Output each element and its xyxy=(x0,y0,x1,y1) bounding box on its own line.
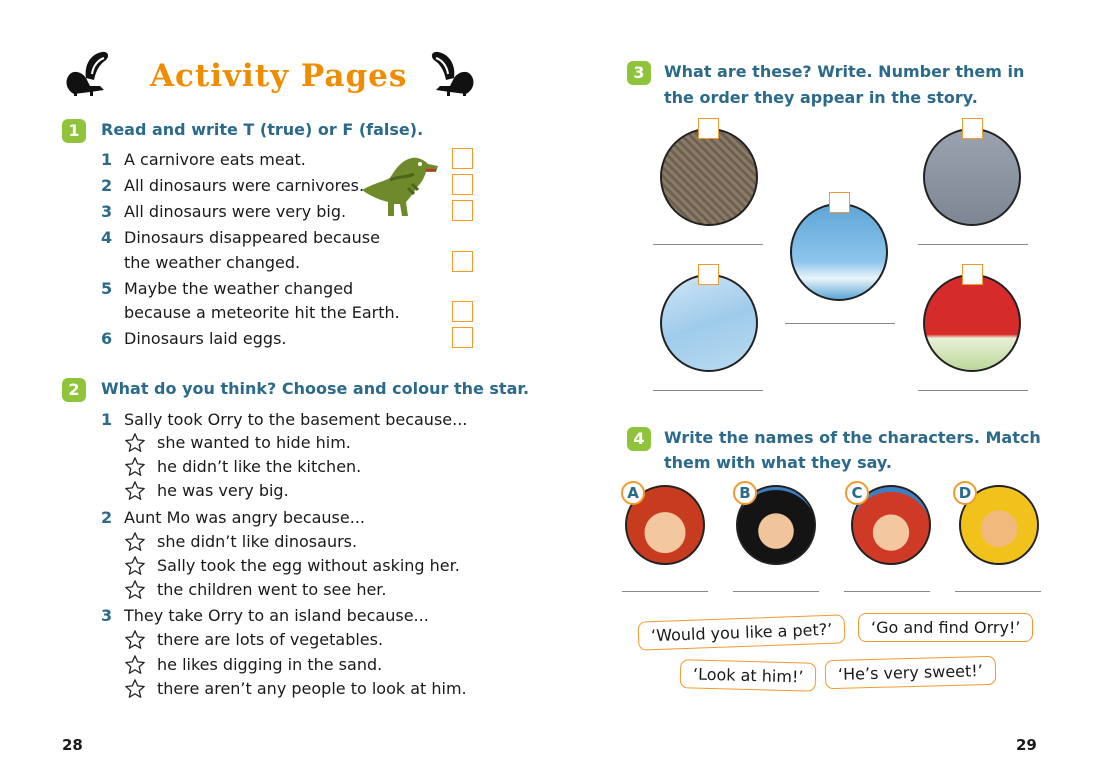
star-icon[interactable] xyxy=(124,531,146,553)
skunk-icon xyxy=(428,50,480,96)
option-text: he likes digging in the sand. xyxy=(157,655,383,674)
answer-line[interactable] xyxy=(733,591,819,592)
picture-grey-surface xyxy=(923,128,1021,226)
answer-box[interactable] xyxy=(452,148,473,169)
item-number: 6 xyxy=(101,329,113,348)
question-text: Sally took Orry to the basement because... xyxy=(124,410,468,429)
section-heading: What do you think? Choose and colour the star. xyxy=(101,379,530,398)
answer-box[interactable] xyxy=(452,200,473,221)
question-text: Aunt Mo was angry because... xyxy=(124,508,365,527)
section-heading: the order they appear in the story. xyxy=(664,88,978,107)
answer-line[interactable] xyxy=(653,244,763,245)
picture-rock xyxy=(660,128,758,226)
number-box[interactable] xyxy=(962,118,983,139)
answer-line[interactable] xyxy=(622,591,708,592)
page-number: 28 xyxy=(62,736,83,754)
option-text: he was very big. xyxy=(157,481,289,500)
item-number: 2 xyxy=(101,176,113,195)
star-icon[interactable] xyxy=(124,579,146,601)
number-box[interactable] xyxy=(829,192,850,213)
option-text: there aren’t any people to look at him. xyxy=(157,679,467,698)
star-icon[interactable] xyxy=(124,432,146,454)
statement-text: A carnivore eats meat. xyxy=(124,150,306,169)
page-number: 29 xyxy=(1016,736,1037,754)
number-box[interactable] xyxy=(698,118,719,139)
section-heading: Read and write T (true) or F (false). xyxy=(101,120,424,139)
answer-box[interactable] xyxy=(452,251,473,272)
option-text: Sally took the egg without asking her. xyxy=(157,556,460,575)
option-text: there are lots of vegetables. xyxy=(157,630,384,649)
picture-water xyxy=(660,274,758,372)
option-text: the children went to see her. xyxy=(157,580,387,599)
star-icon[interactable] xyxy=(124,629,146,651)
answer-box[interactable] xyxy=(452,327,473,348)
statement-text: Maybe the weather changed xyxy=(124,279,354,298)
answer-line[interactable] xyxy=(955,591,1041,592)
answer-line[interactable] xyxy=(918,244,1028,245)
number-box[interactable] xyxy=(962,264,983,285)
skunk-icon xyxy=(60,50,112,96)
picture-sky xyxy=(790,203,888,301)
question-number: 1 xyxy=(101,410,113,429)
statement-text: Dinosaurs laid eggs. xyxy=(124,329,287,348)
character-label: B xyxy=(733,481,757,505)
dinosaur-illustration xyxy=(358,148,442,220)
item-number: 1 xyxy=(101,150,113,169)
item-number: 5 xyxy=(101,279,113,298)
section-heading: them with what they say. xyxy=(664,453,892,472)
quote-bubble[interactable]: ‘Would you like a pet?’ xyxy=(638,614,846,650)
statement-text: Dinosaurs disappeared because xyxy=(124,228,380,247)
star-icon[interactable] xyxy=(124,456,146,478)
quote-bubble[interactable]: ‘He’s very sweet!’ xyxy=(825,656,996,689)
section-heading: Write the names of the characters. Match xyxy=(664,428,1041,447)
statement-text: because a meteorite hit the Earth. xyxy=(124,303,400,322)
section-number-badge: 4 xyxy=(627,427,651,451)
character-label: A xyxy=(621,481,645,505)
star-icon[interactable] xyxy=(124,678,146,700)
page-title: Activity Pages xyxy=(150,58,408,94)
answer-line[interactable] xyxy=(785,323,895,324)
answer-line[interactable] xyxy=(653,390,763,391)
section-number-badge: 3 xyxy=(627,61,651,85)
option-text: she wanted to hide him. xyxy=(157,433,351,452)
character-label: D xyxy=(953,481,977,505)
number-box[interactable] xyxy=(698,264,719,285)
answer-line[interactable] xyxy=(918,390,1028,391)
star-icon[interactable] xyxy=(124,555,146,577)
section-number-badge: 2 xyxy=(62,378,86,402)
quote-bubble[interactable]: ‘Go and find Orry!’ xyxy=(858,613,1033,642)
question-number: 3 xyxy=(101,606,113,625)
statement-text: All dinosaurs were very big. xyxy=(124,202,347,221)
answer-line[interactable] xyxy=(844,591,930,592)
option-text: he didn’t like the kitchen. xyxy=(157,457,362,476)
quote-bubble[interactable]: ‘Look at him!’ xyxy=(680,659,817,692)
section-number-badge: 1 xyxy=(62,119,86,143)
statement-text: All dinosaurs were carnivores. xyxy=(124,176,365,195)
character-label: C xyxy=(845,481,869,505)
picture-watermelon xyxy=(923,274,1021,372)
item-number: 4 xyxy=(101,228,113,247)
question-number: 2 xyxy=(101,508,113,527)
section-heading: What are these? Write. Number them in xyxy=(664,62,1025,81)
star-icon[interactable] xyxy=(124,480,146,502)
star-icon[interactable] xyxy=(124,654,146,676)
answer-box[interactable] xyxy=(452,301,473,322)
option-text: she didn’t like dinosaurs. xyxy=(157,532,358,551)
item-number: 3 xyxy=(101,202,113,221)
statement-text: the weather changed. xyxy=(124,253,301,272)
question-text: They take Orry to an island because... xyxy=(124,606,429,625)
answer-box[interactable] xyxy=(452,174,473,195)
